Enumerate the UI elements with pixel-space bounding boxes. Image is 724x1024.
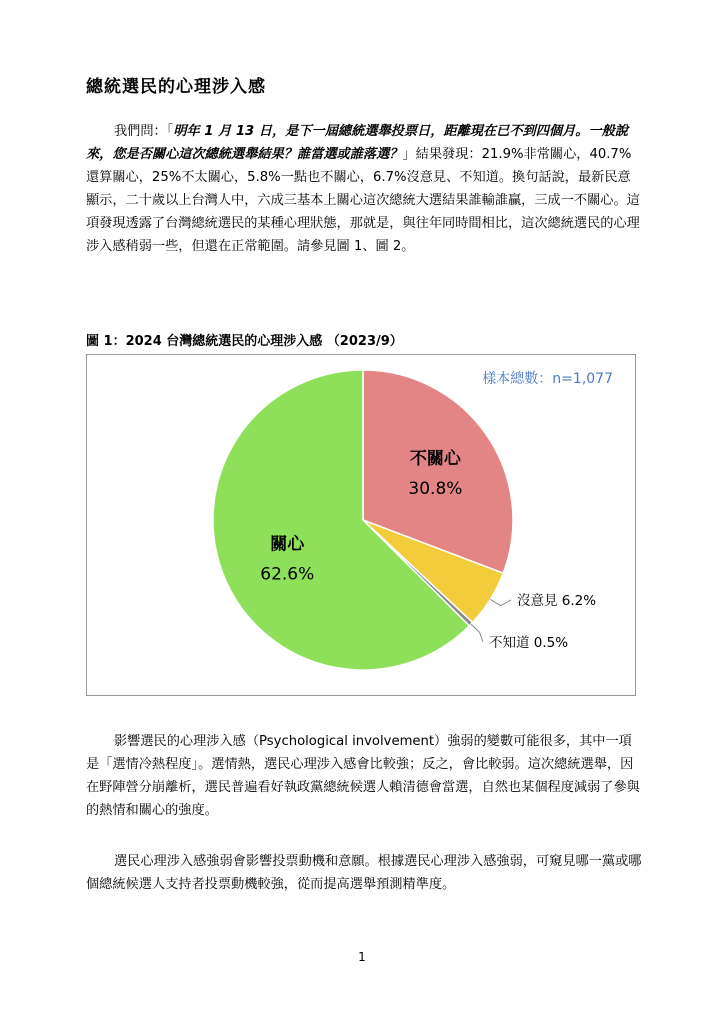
slice-name-1: 沒意見: [517, 593, 562, 609]
page-number: 1: [358, 950, 366, 964]
slice-value-0: 30.8%: [408, 479, 463, 500]
slice-label-3: 關心: [270, 534, 305, 555]
leader-line-2: [471, 624, 483, 642]
slice-label-1: [517, 593, 596, 609]
page-title: 總統選民的心理涉入感: [86, 77, 266, 97]
slice-label-0: 不關心: [409, 449, 461, 470]
para1-lead: 我們問：「: [114, 124, 174, 139]
paragraph-2: 影響選民的心理涉入感（Psychological involvement）強弱的變數可能很多，其中一項是「選情冷熱程度」。選情熱，選民心理涉入感會比較強；反之，會比較弱。這次總統選舉，因在野陣營分崩離析，選民普遍看好執政黨總統候選人賴清德會當選，自然也某個程度減弱了參與的熱情和關心的強度。: [86, 734, 640, 818]
sample-size-note: 樣本總數：n=1,077: [482, 371, 613, 387]
slice-value-3: 62.6%: [260, 564, 315, 585]
para1-rest: 」結果發現：21.9%非常關心，40.7%還算關心，25%不太關心，5.8%一點也不關心，6.7%沒意見、不知道。換句話說，最新民意顯示，二十歲以上台灣人中，六成三基本上關心這次總統大選結果誰輸誰贏，三成一不關心。這項發現透露了台灣總統選民的某種心理狀態，那就是，與往年同時間相比，這次總統選民的心理涉入感稍弱一些，但還在正常範圍。請參見圖 1、圖 2。: [86, 147, 640, 254]
slice-value-1: 6.2%: [561, 593, 597, 609]
para1-question: 明年 1 月 13 日，是下一屆總統選舉投票日，距離現在已不到四個月。一般說來，您是否關心這次總統選舉結果？誰當選或誰落選？: [86, 124, 629, 162]
pie-chart-frame: [86, 354, 636, 696]
slice-name-2: 不知道: [489, 635, 534, 651]
paragraph-3: 選民心理涉入感強弱會影響投票動機和意願。根據選民心理涉入感強弱，可窺見哪一黨或哪個總統候選人支持者投票動機較強，從而提高選舉預測精準度。: [86, 854, 642, 892]
paragraph-1: [86, 120, 642, 258]
slice-value-2: 0.5%: [533, 635, 569, 651]
slice-label-2: [489, 635, 568, 651]
leader-line-1: [490, 599, 511, 605]
figure-caption: 圖 1：2024 台灣總統選民的心理涉入感 （2023/9）: [86, 334, 403, 349]
pie-chart: [87, 355, 635, 695]
